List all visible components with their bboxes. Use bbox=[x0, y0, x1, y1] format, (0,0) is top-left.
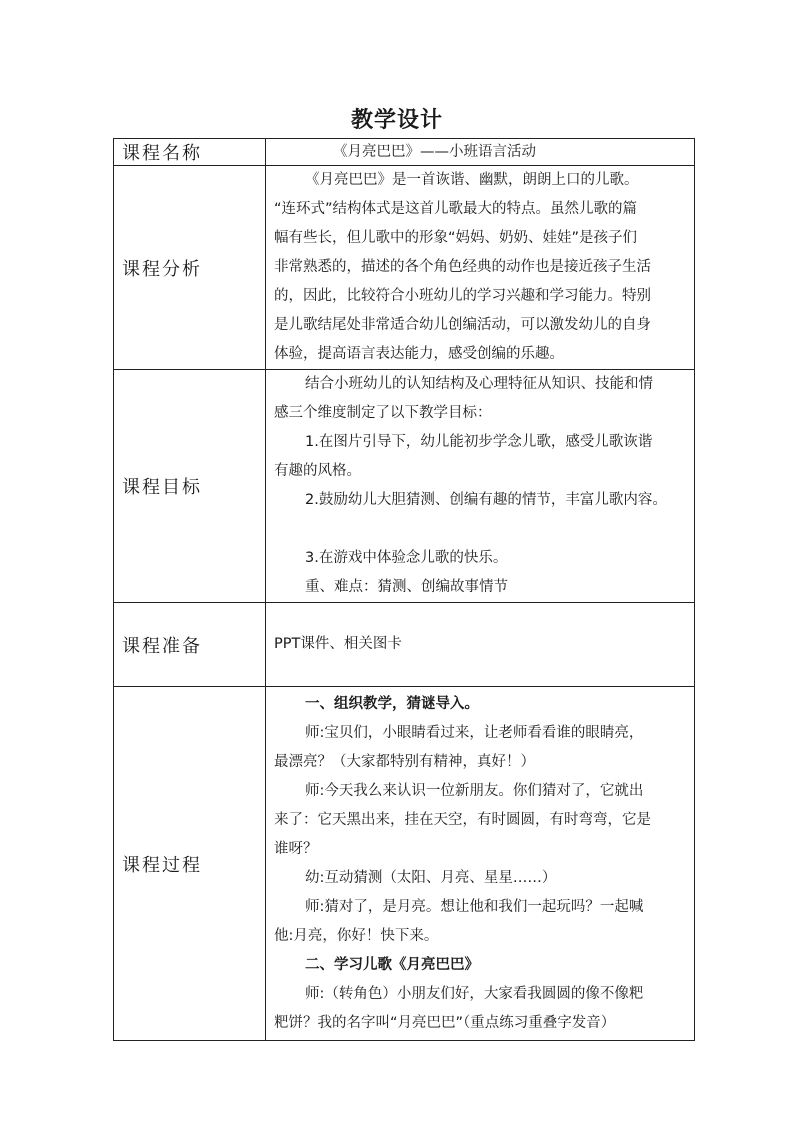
process-line: 师:宝贝们，小眼睛看过来，让老师看看谁的眼睛亮， bbox=[305, 724, 644, 741]
course-process-label: 课程过程 bbox=[114, 687, 266, 1041]
course-prep-value: PPT课件、相关图卡 bbox=[274, 636, 402, 652]
process-line: 谁呀？ bbox=[274, 840, 318, 857]
analysis-line: “连环式”结构体式是这首儿歌最大的特点。虽然儿歌的篇 bbox=[274, 201, 638, 217]
goal-line: 有趣的风格。 bbox=[274, 463, 361, 479]
course-name-cell bbox=[266, 139, 695, 166]
course-analysis-cell bbox=[266, 166, 695, 370]
page-title: 教学设计 bbox=[350, 107, 443, 133]
analysis-line: 幅有些长，但儿歌中的形象“妈妈、奶奶、娃娃”是孩子们 bbox=[274, 230, 638, 246]
course-prep-label: 课程准备 bbox=[114, 603, 266, 687]
process-line: 师:（转角色）小朋友们好，大家看我圆圆的像不像粑 bbox=[305, 985, 644, 1002]
course-analysis-row bbox=[114, 166, 695, 370]
analysis-line: 《月亮巴巴》是一首诙谐、幽默，朗朗上口的儿歌。 bbox=[305, 172, 639, 188]
goal-line: 3.在游戏中体验念儿歌的快乐。 bbox=[305, 550, 508, 566]
course-process-cell bbox=[266, 687, 695, 1041]
process-line: 来了：它天黑出来，挂在天空，有时圆圆，有时弯弯，它是 bbox=[274, 811, 651, 828]
process-line: 他:月亮，你好！快下来。 bbox=[274, 927, 439, 944]
process-line: 粑饼？我的名字叫“月亮巴巴”（重点练习重叠字发音） bbox=[274, 1014, 616, 1031]
process-line: 最漂亮？（大家都特别有精神，真好！） bbox=[274, 753, 535, 770]
analysis-line: 非常熟悉的，描述的各个角色经典的动作也是接近孩子生活 bbox=[274, 259, 651, 275]
goal-line: 1.在图片引导下，幼儿能初步学念儿歌，感受儿歌诙谐 bbox=[305, 434, 653, 450]
course-goal-cell bbox=[266, 370, 695, 603]
course-name-row bbox=[114, 139, 695, 166]
course-analysis-label: 课程分析 bbox=[114, 166, 266, 370]
goal-key-points: 重、难点：猜测、创编故事情节 bbox=[305, 579, 508, 595]
analysis-line: 体验，提高语言表达能力，感受创编的乐趣。 bbox=[274, 346, 564, 362]
process-line: 师:猜对了，是月亮。想让他和我们一起玩吗？一起喊 bbox=[305, 898, 644, 915]
course-prep-cell bbox=[266, 603, 695, 687]
goal-line: 2.鼓励幼儿大胆猜测、创编有趣的情节，丰富儿歌内容。 bbox=[305, 492, 667, 508]
process-section-heading: 一、组织教学，猜谜导入。 bbox=[305, 695, 479, 712]
course-name-label: 课程名称 bbox=[114, 139, 266, 166]
analysis-line: 是儿歌结尾处非常适合幼儿创编活动，可以激发幼儿的自身 bbox=[274, 317, 651, 333]
course-process-row bbox=[114, 687, 695, 1041]
goal-line: 感三个维度制定了以下教学目标： bbox=[274, 405, 492, 421]
goal-line: 结合小班幼儿的认知结构及心理特征从知识、技能和情 bbox=[305, 376, 653, 392]
analysis-line: 的，因此，比较符合小班幼儿的学习兴趣和学习能力。特别 bbox=[274, 288, 651, 304]
process-line: 幼:互动猜测（太阳、月亮、星星……） bbox=[305, 869, 557, 886]
process-line: 师:今天我么来认识一位新朋友。你们猜对了，它就出 bbox=[305, 782, 644, 799]
course-goal-row bbox=[114, 370, 695, 603]
process-section-heading: 二、学习儿歌《月亮巴巴》 bbox=[305, 956, 479, 973]
goal-blank-line bbox=[274, 515, 692, 544]
course-prep-row bbox=[114, 603, 695, 687]
course-goal-label: 课程目标 bbox=[114, 370, 266, 603]
course-name-value: 《月亮巴巴》——小班语言活动 bbox=[333, 144, 536, 160]
lesson-plan-table bbox=[113, 138, 695, 1041]
